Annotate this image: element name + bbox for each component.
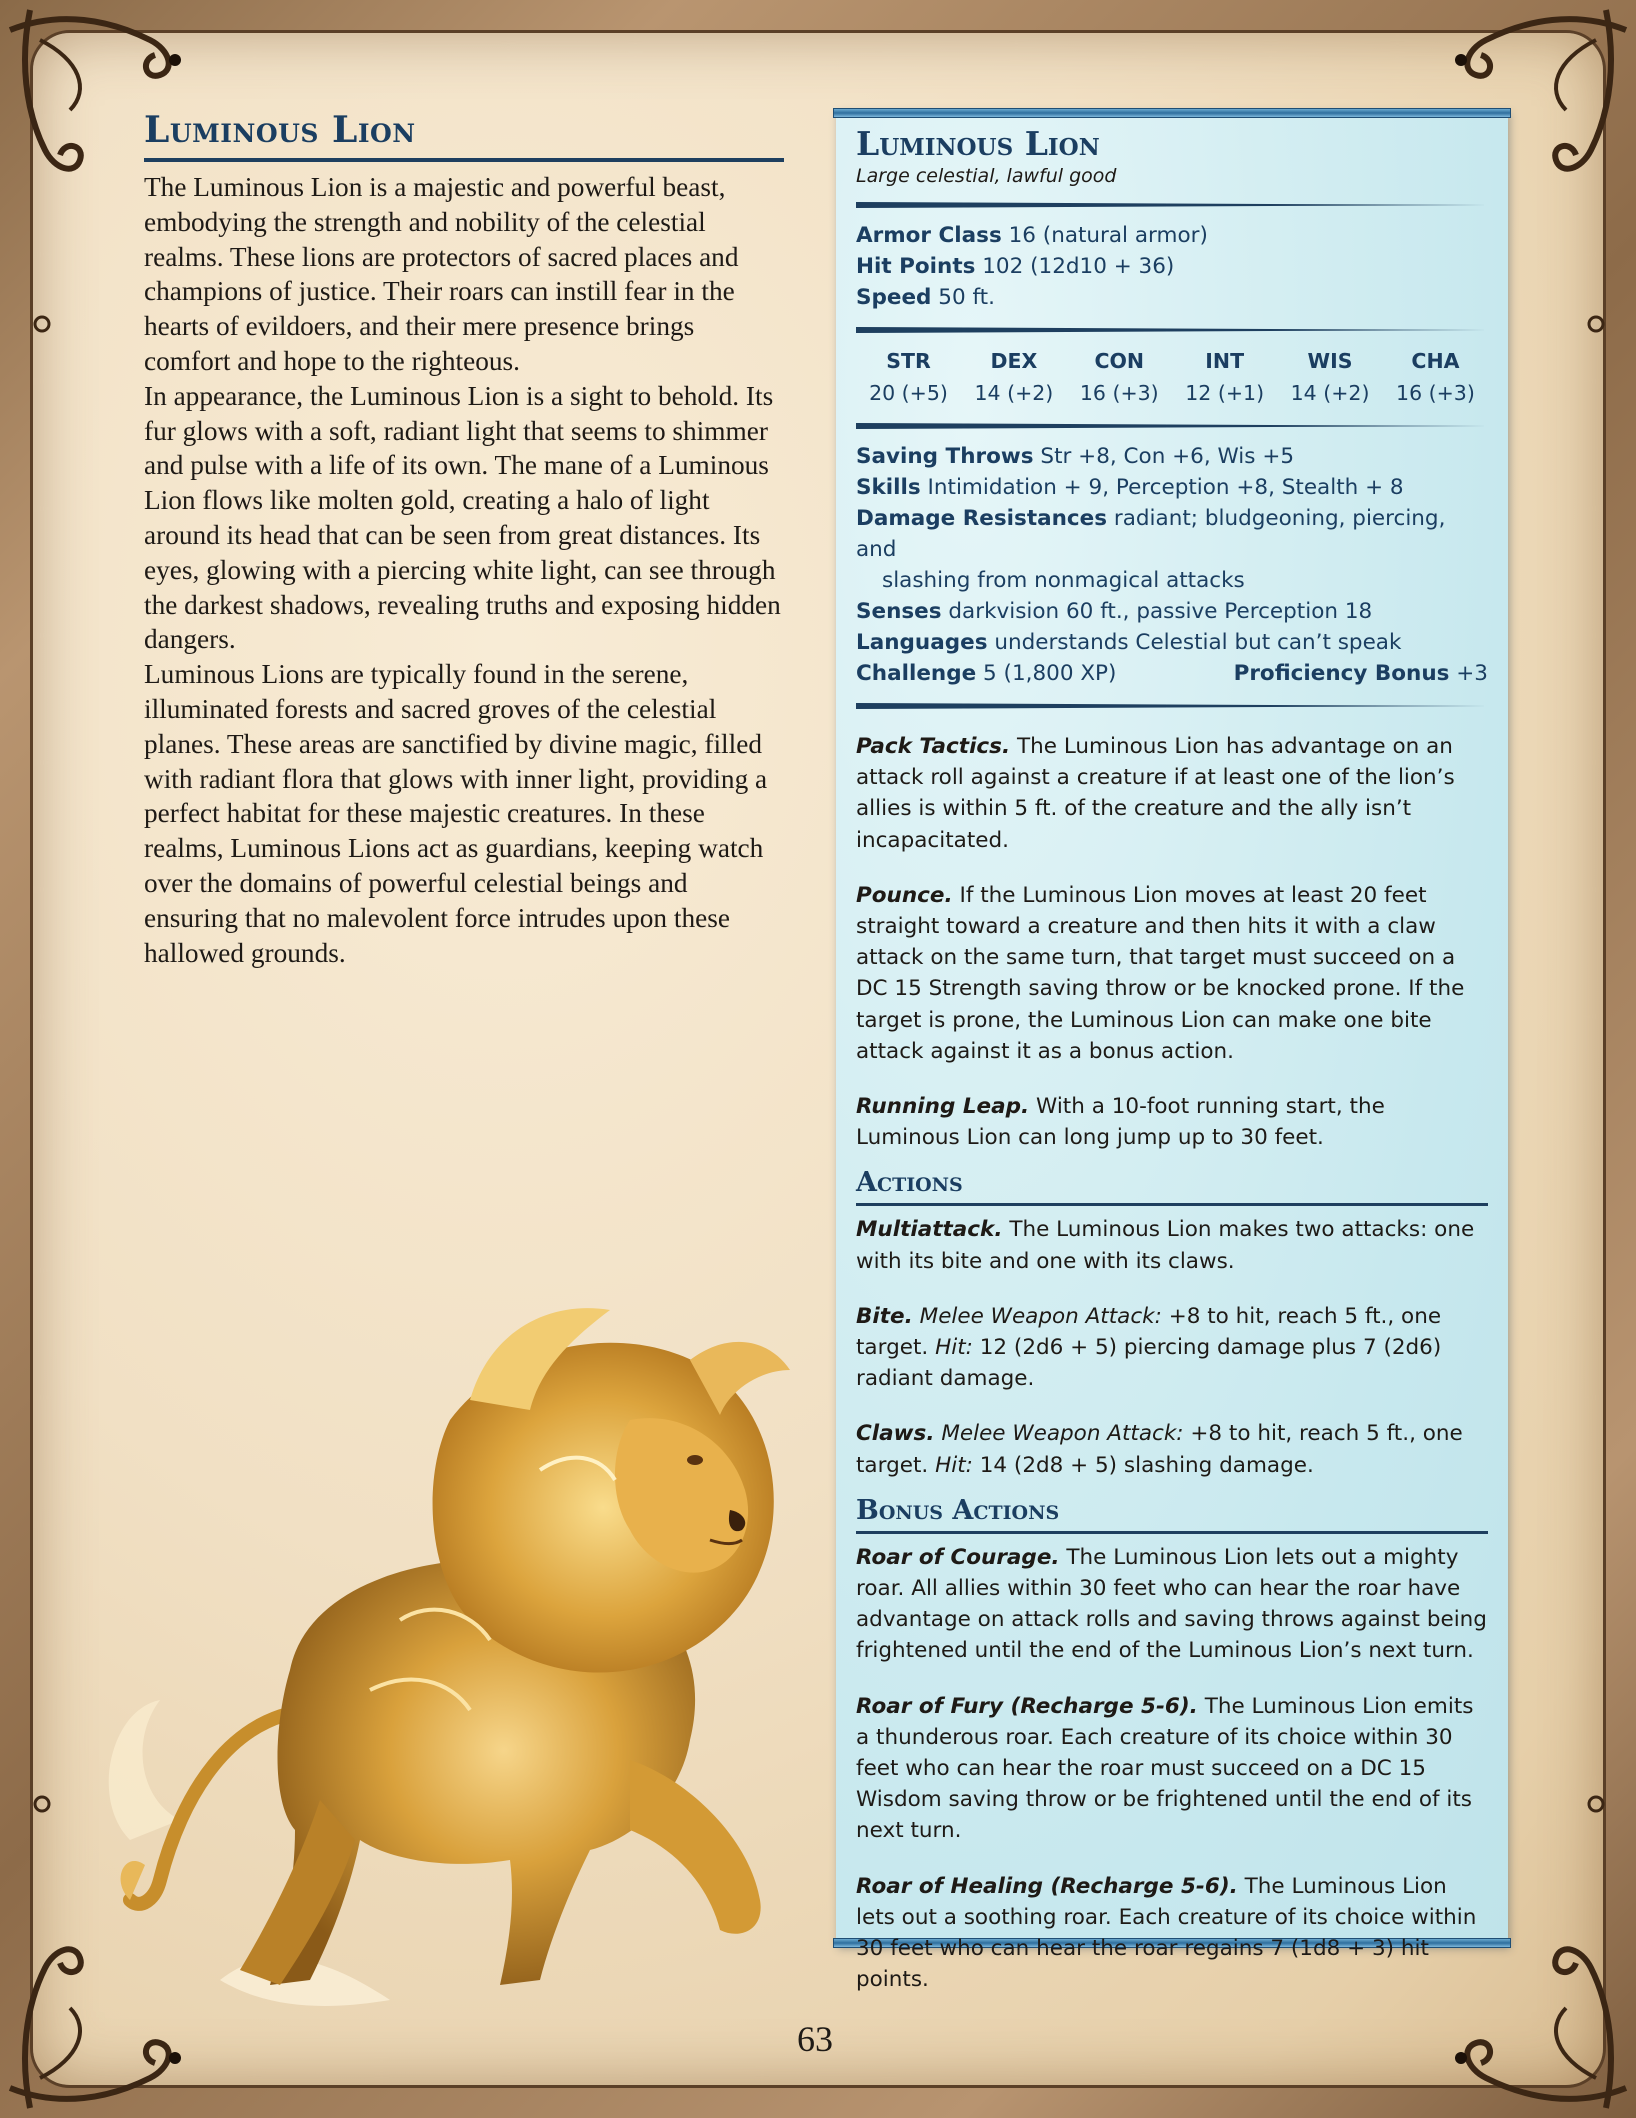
bonus-action-text: The Luminous Lion lets out a mighty roar. All allies within 30 feet who can hear the roar have advantage on attack rolls and saving throws against being frightened until the end of the Luminous Lion’s next turn. [856, 1544, 1487, 1664]
languages-label: Languages [856, 630, 988, 655]
ability-name: STR [886, 349, 931, 373]
hit-label: Hit: [935, 1335, 973, 1361]
tapered-rule [856, 423, 1488, 429]
action-claws [856, 1418, 1488, 1480]
stat-block [836, 110, 1508, 1993]
proficiency-label: Proficiency Bonus [1233, 661, 1450, 686]
ability-name: CON [1094, 349, 1145, 373]
bonus-roar-of-courage [856, 1542, 1488, 1667]
ability-score: 20 (+5) [869, 381, 948, 405]
trait-name: Running Leap. [856, 1094, 1030, 1120]
ability-dex [961, 345, 1066, 409]
bonus-actions-heading: Bonus Actions [856, 1494, 1060, 1526]
armor-class-label: Armor Class [856, 223, 1002, 248]
ability-wis [1278, 345, 1383, 409]
bonus-action-text: The Luminous Lion lets out a soothing roar. Each creature of its choice within 30 feet who can hear the roar regains 7 (1d8 + 3) hit points. [856, 1873, 1477, 1993]
languages-value: understands Celestial but can’t speak [994, 630, 1402, 655]
action-name: Claws. [856, 1421, 935, 1447]
ability-name: WIS [1307, 349, 1353, 373]
actions-heading: Actions [856, 1167, 963, 1199]
damage-resistances-continued: slashing from nonmagical attacks [882, 568, 1245, 593]
action-text: The Luminous Lion makes two attacks: one with its bite and one with its claws. [856, 1217, 1475, 1274]
speed-line [856, 282, 1488, 313]
bonus-actions-rule [856, 1531, 1488, 1534]
ability-name: CHA [1411, 349, 1460, 373]
lore-text [144, 170, 784, 970]
bonus-action-name: Roar of Fury (Recharge 5-6). [856, 1693, 1198, 1719]
trait-text: If the Luminous Lion moves at least 20 feet straight toward a creature and then hits it with a claw attack on the same turn, that target must succeed on a DC 15 Strength saving throw or be knocked prone. If the target is prone, the Luminous Lion can make one bite attack against it as a bonus action. [856, 882, 1465, 1064]
monster-type: Large celestial, lawful good [856, 165, 1117, 187]
attack-type: Melee Weapon Attack: [919, 1303, 1162, 1329]
bonus-action-name: Roar of Courage. [856, 1544, 1060, 1570]
lore-title: Luminous Lion [144, 109, 416, 151]
saving-throws-label: Saving Throws [856, 444, 1034, 469]
proficiency-bonus [1234, 658, 1488, 689]
lore-title-rule [144, 158, 784, 162]
actions-rule [856, 1203, 1488, 1206]
armor-class-line [856, 220, 1488, 251]
ability-score: 16 (+3) [1396, 381, 1475, 405]
lore-paragraph: In appearance, the Luminous Lion is a sight to behold. Its fur glows with a soft, radiant light that seems to shimmer and pulse with a life of its own. The mane of a Luminous Lion flows like molten gold, creating a halo of light around its head that can be seen from great distances. Its eyes, glowing with a piercing white light, can see through the darkest shadows, revealing truths and exposing hidden dangers. [144, 380, 781, 655]
ability-cha [1383, 345, 1488, 409]
ability-name: DEX [990, 349, 1038, 373]
senses-value: darkvision 60 ft., passive Perception 18 [948, 599, 1373, 624]
ability-score: 16 (+3) [1079, 381, 1159, 405]
monster-name: Luminous Lion [856, 124, 1100, 163]
action-bite [856, 1301, 1488, 1395]
ability-score: 14 (+2) [974, 381, 1054, 405]
lore-column [144, 108, 784, 970]
trait-name: Pack Tactics. [856, 734, 1011, 759]
challenge-value: 5 (1,800 XP) [983, 661, 1117, 686]
hit-points-value: 102 (12d10 + 36) [982, 254, 1175, 279]
hit-text: 14 (2d8 + 5) slashing damage. [979, 1452, 1314, 1478]
skills-label: Skills [856, 475, 921, 500]
edge-ornament-left-lower [28, 1790, 56, 1818]
damage-resistances-label: Damage Resistances [856, 506, 1108, 531]
attack-text: +8 to hit, reach 5 ft., one target. [856, 1303, 1442, 1361]
bonus-roar-of-fury [856, 1691, 1488, 1847]
edge-ornament-right-lower [1582, 1790, 1610, 1818]
speed-label: Speed [856, 285, 932, 310]
hit-points-label: Hit Points [856, 254, 976, 279]
ability-int [1172, 345, 1277, 409]
challenge [856, 658, 1116, 689]
bonus-action-name: Roar of Healing (Recharge 5-6). [856, 1873, 1238, 1899]
action-name: Multiattack. [856, 1217, 1003, 1243]
trait-text: With a 10-foot running start, the Luminous Lion can long jump up to 30 feet. [856, 1094, 1385, 1151]
ability-score: 12 (+1) [1185, 381, 1265, 405]
hit-points-line [856, 251, 1488, 282]
page-number: 63 [797, 2019, 833, 2059]
ability-str [856, 345, 961, 409]
trait-pounce [856, 880, 1488, 1067]
edge-ornament-left-upper [28, 310, 56, 338]
action-name: Bite. [856, 1303, 913, 1329]
ability-name: INT [1205, 349, 1245, 373]
action-multiattack [856, 1214, 1488, 1276]
speed-value: 50 ft. [938, 285, 995, 310]
saving-throws-value: Str +8, Con +6, Wis +5 [1040, 444, 1295, 469]
lore-paragraph: The Luminous Lion is a majestic and powerful beast, embodying the strength and nobility of the celestial realms. These lions are protectors of sacred places and champions of justice. Their roars can instill fear in the hearts of evildoers, and their mere presence brings comfort and hope to the righteous. [144, 172, 739, 376]
edge-ornament-right-upper [1582, 310, 1610, 338]
ability-con [1067, 345, 1172, 409]
senses-line [856, 596, 1488, 627]
tapered-rule [856, 202, 1488, 208]
trait-text: The Luminous Lion has advantage on an attack roll against a creature if at least one of the lion’s allies is within 5 ft. of the creature and the ally isn’t incapacitated. [856, 734, 1455, 853]
trait-running-leap [856, 1091, 1488, 1153]
bonus-action-text: The Luminous Lion emits a thunderous roar. Each creature of its choice within 30 feet who can hear the roar must succeed on a DC 15 Wisdom saving throw or be frightened until the end of its next turn. [856, 1693, 1474, 1844]
challenge-line [856, 658, 1488, 689]
tapered-rule [856, 703, 1488, 709]
attack-text: +8 to hit, reach 5 ft., one target. [856, 1421, 1463, 1478]
attack-type: Melee Weapon Attack: [941, 1421, 1184, 1447]
hit-label: Hit: [935, 1452, 973, 1478]
ability-scores [856, 345, 1488, 409]
ability-score: 14 (+2) [1290, 381, 1370, 405]
proficiency-value: +3 [1456, 661, 1488, 686]
armor-class-value: 16 (natural armor) [1008, 223, 1208, 248]
lion-illustration [70, 1240, 840, 2040]
hit-text: 12 (2d6 + 5) piercing damage plus 7 (2d6) radiant damage. [856, 1335, 1442, 1392]
trait-name: Pounce. [856, 882, 953, 908]
senses-label: Senses [856, 599, 942, 624]
languages-line [856, 627, 1488, 658]
trait-pack-tactics [856, 731, 1488, 856]
skills-line [856, 472, 1488, 503]
challenge-label: Challenge [856, 661, 977, 686]
damage-resistances-value: radiant; bludgeoning, piercing, and [856, 506, 1446, 562]
stat-block-top-bar [833, 108, 1511, 118]
bonus-roar-of-healing [856, 1871, 1488, 1996]
saving-throws-line [856, 441, 1488, 472]
skills-value: Intimidation + 9, Perception +8, Stealth + 8 [927, 475, 1404, 500]
lore-paragraph: Luminous Lions are typically found in the serene, illuminated forests and sacred groves of the celestial planes. These areas are sanctified by divine magic, filled with radiant flora that glows with inner light, providing a perfect habitat for these majestic creatures. In these realms, Luminous Lions act as guardians, keeping watch over the domains of powerful celestial beings and ensuring that no malevolent force intrudes upon these hallowed grounds. [144, 659, 768, 968]
tapered-rule [856, 327, 1488, 333]
damage-resistances-line [856, 503, 1488, 565]
